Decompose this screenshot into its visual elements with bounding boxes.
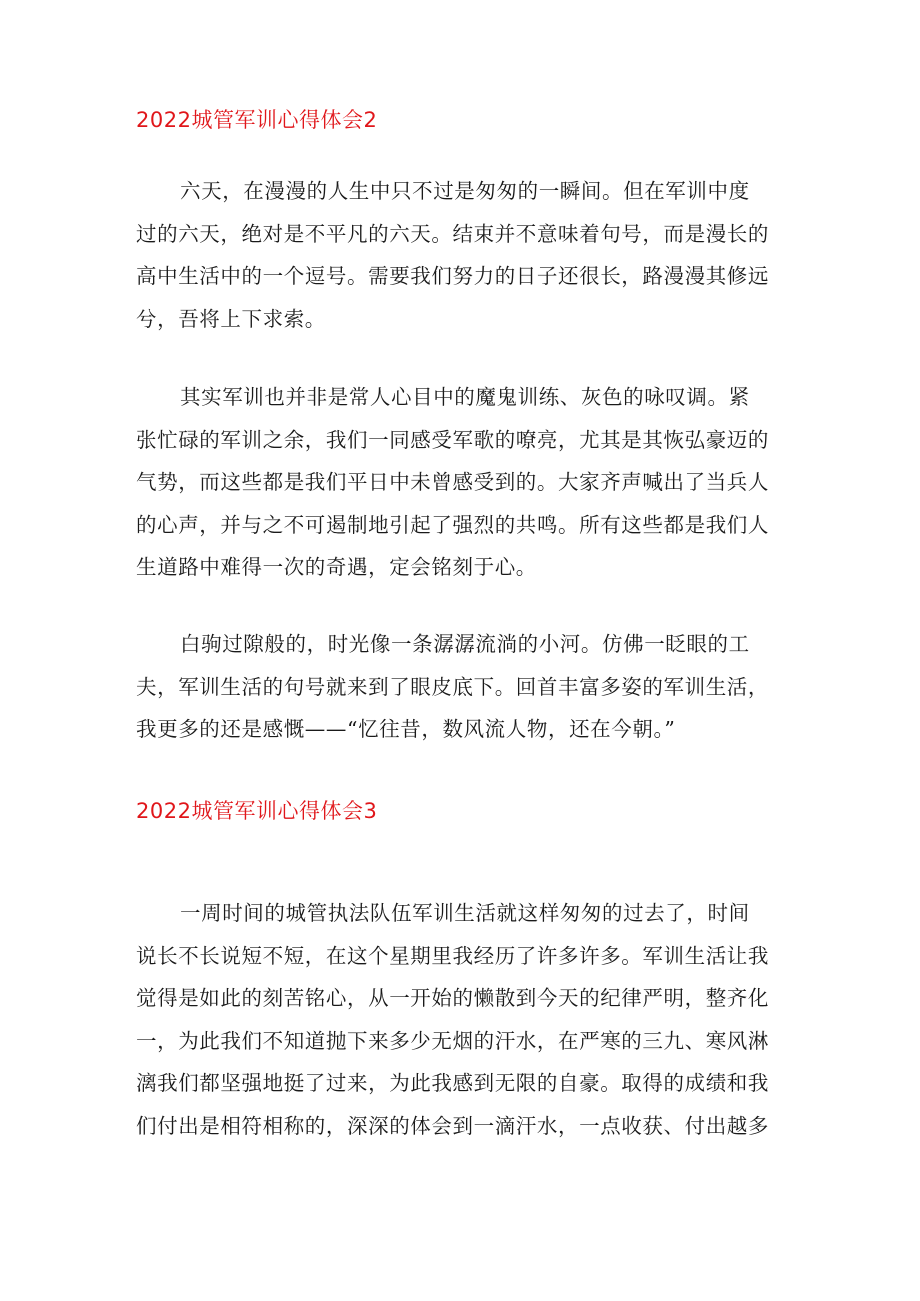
paragraph-line: 一，为此我们不知道抛下来多少无烟的汗水，在严寒的三九、寒风淋 <box>136 1028 769 1053</box>
paragraph-line: 漓我们都坚强地挺了过来，为此我感到无限的自豪。取得的成绩和我 <box>136 1071 769 1095</box>
paragraph-line: 说长不长说短不短，在这个星期里我经历了许多许多。军训生活让我 <box>136 943 769 968</box>
paragraph-line: 过的六天，绝对是不平凡的六天。结束并不意味着句号，而是漫长的 <box>136 221 769 246</box>
paragraph-line: 气势，而这些都是我们平日中未曾感受到的。大家齐声喊出了当兵人 <box>136 470 769 494</box>
paragraph-line: 们付出是相符相称的，深深的体会到一滴汗水，一点收获、付出越多 <box>136 1113 769 1138</box>
paragraph-line: 生道路中难得一次的奇遇，定会铭刻于心。 <box>136 555 537 579</box>
paragraph <box>136 623 786 751</box>
paragraph-line: 夫，军训生活的句号就来到了眼皮底下。回首丰富多姿的军训生活， <box>136 674 769 699</box>
paragraph-line: 一周时间的城管执法队伍军训生活就这样匆匆的过去了，时间 <box>180 901 750 925</box>
paragraph-line: 白驹过隙般的，时光像一条潺潺流淌的小河。仿佛一眨眼的工 <box>180 632 750 656</box>
paragraph-line: 张忙碌的军训之余，我们一同感受军歌的嘹亮，尤其是其恢弘豪迈的 <box>136 427 769 452</box>
paragraph <box>136 170 786 340</box>
paragraph-line: 觉得是如此的刻苦铭心，从一开始的懒散到今天的纪律严明，整齐化 <box>136 986 769 1010</box>
paragraph-line: 六天，在漫漫的人生中只不过是匆匆的一瞬间。但在军训中度 <box>180 179 750 203</box>
section-heading: 2022城管军训心得体会2 <box>136 108 378 132</box>
section-heading: 2022城管军训心得体会3 <box>136 799 378 823</box>
paragraph-line: 其实军训也并非是常人心目中的魔鬼训练、灰色的咏叹调。紧 <box>180 385 750 409</box>
paragraph-line: 兮，吾将上下求索。 <box>136 306 326 331</box>
paragraph-line: 的心声，并与之不可遏制地引起了强烈的共鸣。所有这些都是我们人 <box>136 512 769 537</box>
paragraph <box>136 892 786 1147</box>
paragraph <box>136 376 786 589</box>
paragraph-line: 高中生活中的一个逗号。需要我们努力的日子还很长，路漫漫其修远 <box>136 264 769 288</box>
paragraph-line: 我更多的还是感慨——“忆往昔，数风流人物，还在今朝。” <box>136 717 676 741</box>
